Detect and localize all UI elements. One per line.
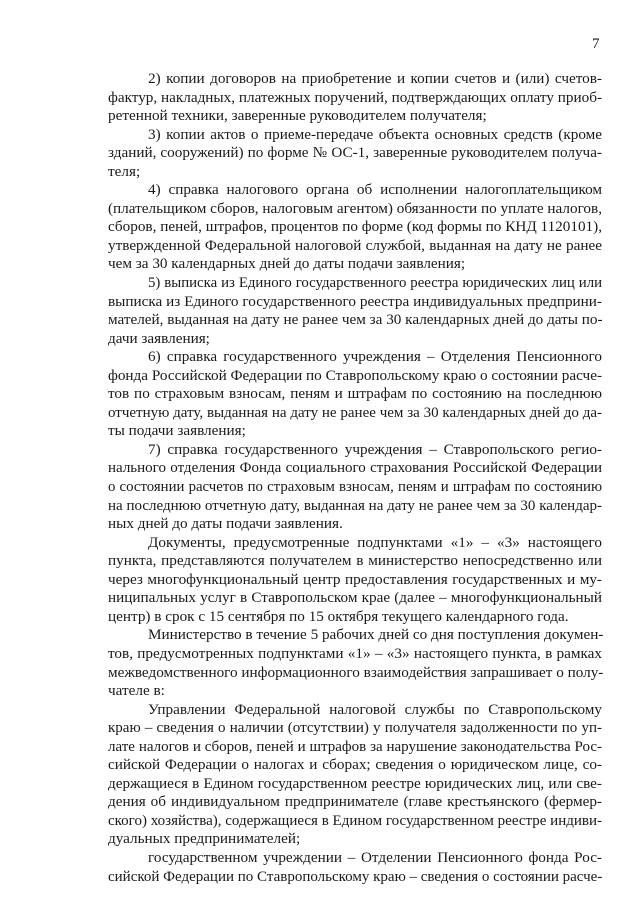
text-line: государственном учреждении – Отделении Пенсионного фонда Рос-	[148, 848, 602, 866]
text-line: пункта, представляются получателем в министерство непосредственно или	[108, 552, 602, 570]
text-line: ных дней до даты подачи заявления.	[108, 515, 343, 533]
text-line: 2) копии договоров на приобретение и копии счетов и (или) счетов-	[148, 70, 602, 87]
text-line: лате налогов и сборов, пеней и штрафов за нарушение законодательства Рос-	[108, 738, 602, 755]
text-line: тов, предусмотренных подпунктами «1» – «3» настоящего пункта, в рамках	[108, 644, 602, 662]
text-line: сийской Федерации по Ставропольскому краю – сведения о состоянии расче-	[108, 868, 603, 885]
text-line: на последнюю отчетную дату, выданная на дату не ранее чем за 30 календар-	[108, 497, 602, 514]
text-line: центр) в срок с 15 сентября по 15 октября текущего календарного года.	[108, 607, 569, 625]
text-line: дуальных предпринимателей;	[108, 830, 301, 848]
text-line: 7) справка государственного учреждения – Ставропольского регио-	[148, 440, 602, 458]
text-line: тов по страховым взносам, пеням и штрафам по состоянию на последнюю	[108, 385, 602, 403]
text-line: теля;	[108, 162, 141, 180]
text-line: ты подачи заявления;	[108, 422, 246, 440]
text-line: мателей, выданная на дату не ранее чем за 30 календарных дней до даты по-	[108, 311, 603, 329]
text-line: о состоянии расчетов по страховым взносам, пеням и штрафам по состоянию	[108, 479, 602, 496]
text-line: держащиеся в Едином государственном реестре юридических лиц, или све-	[108, 774, 602, 792]
text-line: нального отделения Фонда социального страхования Российской Федерации	[108, 460, 602, 477]
text-line: фактур, накладных, платежных поручений, подтверждающих оплату приоб-	[108, 88, 602, 106]
text-line: дачи заявления;	[108, 329, 210, 347]
text-line: Документы, предусмотренные подпунктами «1» – «3» настоящего	[148, 533, 602, 551]
text-line: Управлении Федеральной налоговой службы по Ставропольскому	[148, 700, 602, 718]
text-line: дения об индивидуальном предпринимателе (главе крестьянского (фермер-	[108, 793, 602, 811]
text-line: отчетную дату, выданная на дату не ранее чем за 30 календарных дней до да-	[108, 404, 602, 421]
text-line: сборов, пеней, штрафов, процентов по форме (код формы по КНД 1120101),	[108, 218, 602, 236]
text-line: зданий, сооружений) по форме № ОС-1, заверенные руководителем получа-	[108, 144, 602, 162]
text-line: краю – сведения о наличии (отсутствии) у получателя задолженности по уп-	[108, 720, 602, 737]
text-line: сийской Федерации о налогах и сборах; сведения о юридическом лице, со-	[108, 756, 602, 774]
text-line: 5) выписка из Единого государственного реестра юридических лиц или	[148, 275, 602, 292]
text-line: ретенной техники, заверенные руководителем получателя;	[108, 107, 487, 125]
page-number: 7	[592, 36, 600, 52]
text-line: через многофункциональный центр предоставления государственных и му-	[108, 570, 602, 588]
text-line: 3) копии актов о приеме-передаче объекта основных средств (кроме	[148, 125, 602, 143]
text-line: (плательщиком сборов, налоговым агентом) обязанности по уплате налогов,	[108, 199, 602, 217]
document-body	[108, 70, 602, 886]
text-line: чем за 30 календарных дней до даты подачи заявления;	[108, 255, 466, 273]
text-line: 6) справка государственного учреждения – Отделения Пенсионного	[148, 348, 602, 366]
text-line: 4) справка налогового органа об исполнении налогоплательщиком	[148, 181, 602, 199]
text-line: межведомственного информационного взаимодействия запрашивает о полу-	[108, 663, 604, 681]
text-line: ского) хозяйства), содержащиеся в Едином государственном реестре индиви-	[108, 812, 602, 829]
text-line: ниципальных услуг в Ставропольском крае (далее – многофункциональный	[108, 589, 602, 607]
text-line: фонда Российской Федерации по Ставропольскому краю о состоянии расче-	[108, 366, 602, 384]
text-line: утвержденной Федеральной налоговой службой, выданная на дату не ранее	[108, 236, 602, 254]
text-line: чателе в:	[108, 682, 165, 700]
text-line: Министерство в течение 5 рабочих дней со дня поступления докумен-	[148, 626, 604, 644]
text-line: выписка из Единого государственного реестра индивидуальных предприни-	[108, 292, 602, 310]
